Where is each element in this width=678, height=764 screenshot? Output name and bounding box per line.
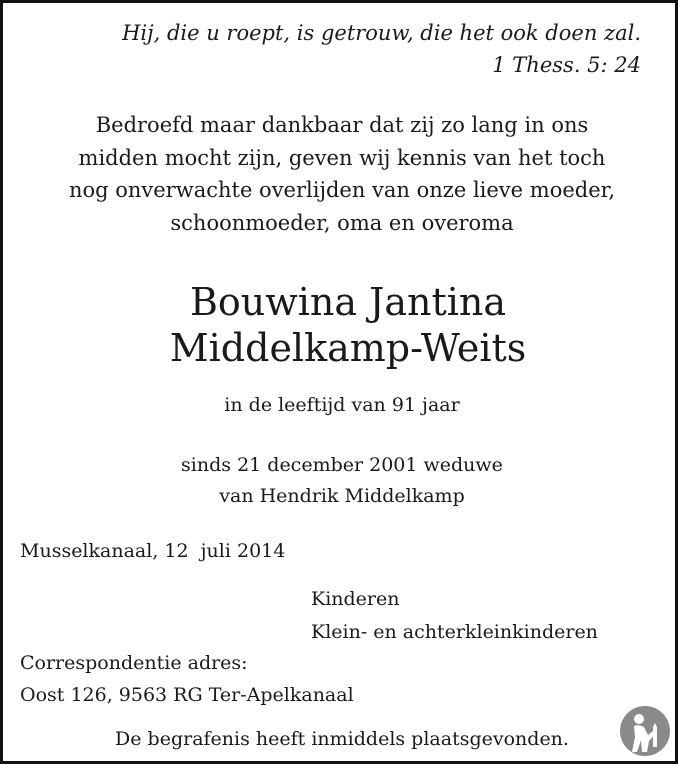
widow-line-2: van Hendrik Middelkamp <box>219 485 465 507</box>
age-line: in de leeftijd van 91 jaar <box>224 394 460 416</box>
widow-text <box>3 450 678 512</box>
deceased-surname: Middelkamp-Weits <box>169 326 527 370</box>
place-date: Musselkanaal, 12 juli 2014 <box>20 540 286 562</box>
correspondence-address <box>20 647 354 711</box>
intro-line: nog onverwachte overlijden van onze lieve moeder, <box>68 178 616 202</box>
deceased-first-names: Bouwina Jantina <box>189 280 507 324</box>
funeral-note: De begrafenis heeft inmiddels plaatsgevonden. <box>115 728 569 750</box>
intro-text <box>3 109 678 239</box>
verse-text: Hij, die u roept, is getrouw, die het ook doen zal. <box>122 21 641 45</box>
intro-line: schoonmoeder, oma en overoma <box>170 210 514 235</box>
family-line-1: Kinderen <box>311 588 400 610</box>
verse-reference: 1 Thess. 5: 24 <box>492 53 641 77</box>
family-signatures <box>311 583 598 649</box>
family-line-2: Klein- en achterkleinkinderen <box>311 621 598 643</box>
widow-line-1: sinds 21 december 2001 weduwe <box>181 454 503 476</box>
mourning-figure-icon <box>619 705 671 757</box>
intro-line: midden mocht zijn, geven wij kennis van het toch <box>78 145 606 170</box>
address-value: Oost 126, 9563 RG Ter-Apelkanaal <box>20 684 354 706</box>
bible-verse <box>122 17 641 81</box>
address-label: Correspondentie adres: <box>20 652 248 674</box>
deceased-name <box>3 279 678 371</box>
intro-line: Bedroefd maar dankbaar dat zij zo lang in ons <box>95 113 589 137</box>
